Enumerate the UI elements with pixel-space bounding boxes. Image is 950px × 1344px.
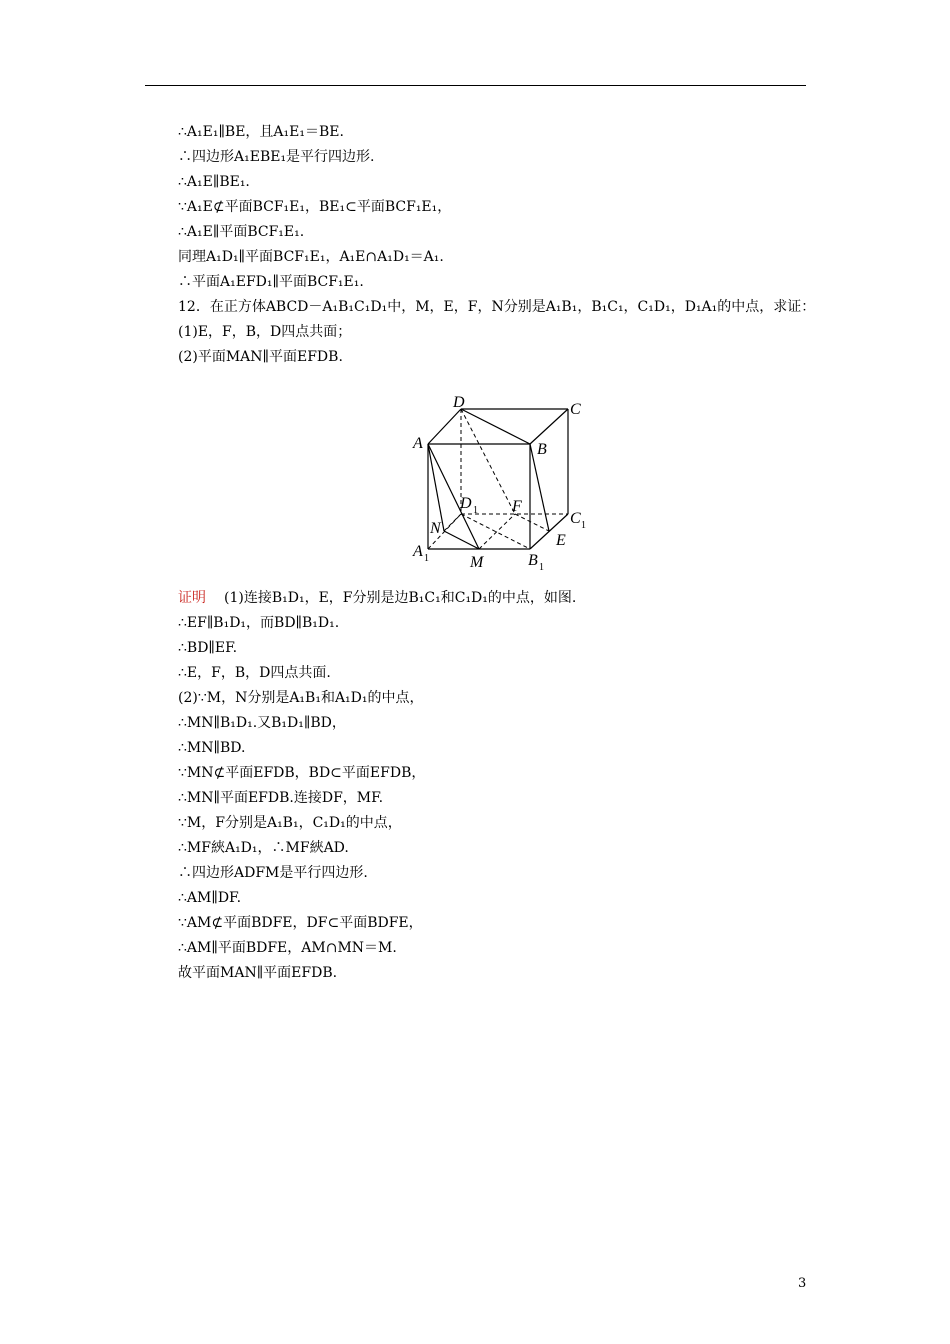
edge-AD (428, 409, 461, 444)
proof-line: ∴AM∥DF. (178, 890, 242, 906)
proof-line: ∵M，F分别是A₁B₁，C₁D₁的中点， (178, 815, 402, 831)
text-line: ∴平面A₁EFD₁∥平面BCF₁E₁. (178, 274, 364, 290)
text-line: ∴A₁E₁∥BE，且A₁E₁＝BE. (178, 124, 344, 140)
problem-statement: 12．在正方体ABCD－A₁B₁C₁D₁中，M，E，F，N分别是A₁B₁，B₁C₁，C₁D₁，D₁A₁的中点，求证： (178, 299, 816, 315)
label-C1-sub: 1 (581, 520, 586, 531)
proof-line: ∴MN∥BD. (178, 740, 246, 756)
text-line: 同理A₁D₁∥平面BCF₁E₁，A₁E∩A₁D₁＝A₁. (178, 249, 444, 265)
cube-diagram (405, 392, 605, 577)
text-line: ∴A₁E∥平面BCF₁E₁. (178, 224, 305, 240)
edge-CB (530, 409, 568, 444)
label-F: F (512, 498, 522, 515)
problem-part-1: (1)E，F，B，D四点共面； (178, 324, 352, 340)
problem-part-2: (2)平面MAN∥平面EFDB. (178, 349, 343, 365)
text-line: ∵A₁E⊄平面BCF₁E₁，BE₁⊂平面BCF₁E₁， (178, 199, 452, 215)
label-B1-sub: 1 (539, 562, 544, 573)
label-A: A (413, 435, 423, 452)
proof-line: ∵MN⊄平面EFDB，BD⊂平面EFDB， (178, 765, 426, 781)
proof-line: (2)∵M，N分别是A₁B₁和A₁D₁的中点， (178, 690, 424, 706)
proof-line: ∴四边形ADFM是平行四边形. (178, 865, 368, 881)
proof-line: ∵AM⊄平面BDFE，DF⊂平面BDFE， (178, 915, 423, 931)
label-A1: A (413, 543, 423, 560)
header-rule (145, 85, 806, 86)
proof-line: ∴EF∥B₁D₁，而BD∥B₁D₁. (178, 615, 340, 631)
label-E: E (556, 532, 566, 549)
page-number: 3 (798, 1276, 807, 1291)
proof-line: ∴AM∥平面BDFE，AM∩MN＝M. (178, 940, 397, 956)
proof-conclusion: 故平面MAN∥平面EFDB. (178, 965, 338, 981)
edge-AN (428, 444, 444, 531)
label-B: B (537, 441, 547, 458)
proof-line: ∴MN∥B₁D₁.又B₁D₁∥BD， (178, 715, 346, 731)
proof-label: 证明 (178, 590, 206, 606)
proof-line: ∴E，F，B，D四点共面. (178, 665, 331, 681)
label-B1: B (528, 552, 538, 569)
edge-FE (515, 514, 549, 531)
cube-figure (405, 392, 605, 577)
text-line: ∴四边形A₁EBE₁是平行四边形. (178, 149, 375, 165)
edge-MF (479, 514, 515, 549)
edge-D1B1 (461, 514, 530, 549)
proof-text: (1)连接B₁D₁，E，F分别是边B₁C₁和C₁D₁的中点，如图. (224, 590, 577, 606)
edge-NM (444, 531, 479, 549)
proof-line: ∴MN∥平面EFDB.连接DF，MF. (178, 790, 384, 806)
label-A1-sub: 1 (424, 553, 429, 564)
text-line: ∴A₁E∥BE₁. (178, 174, 250, 190)
label-N: N (430, 520, 441, 537)
label-D1-sub: 1 (473, 505, 478, 516)
label-C: C (570, 401, 581, 418)
proof-line: ∴BD∥EF. (178, 640, 238, 656)
edge-DB (461, 409, 530, 444)
label-D: D (453, 394, 465, 411)
proof-line: ∴MF綊A₁D₁，∴MF綊AD. (178, 840, 349, 856)
label-M: M (470, 554, 484, 571)
label-D1: D (460, 495, 472, 512)
label-C1: C (570, 510, 581, 527)
proof-first-line (178, 589, 576, 607)
